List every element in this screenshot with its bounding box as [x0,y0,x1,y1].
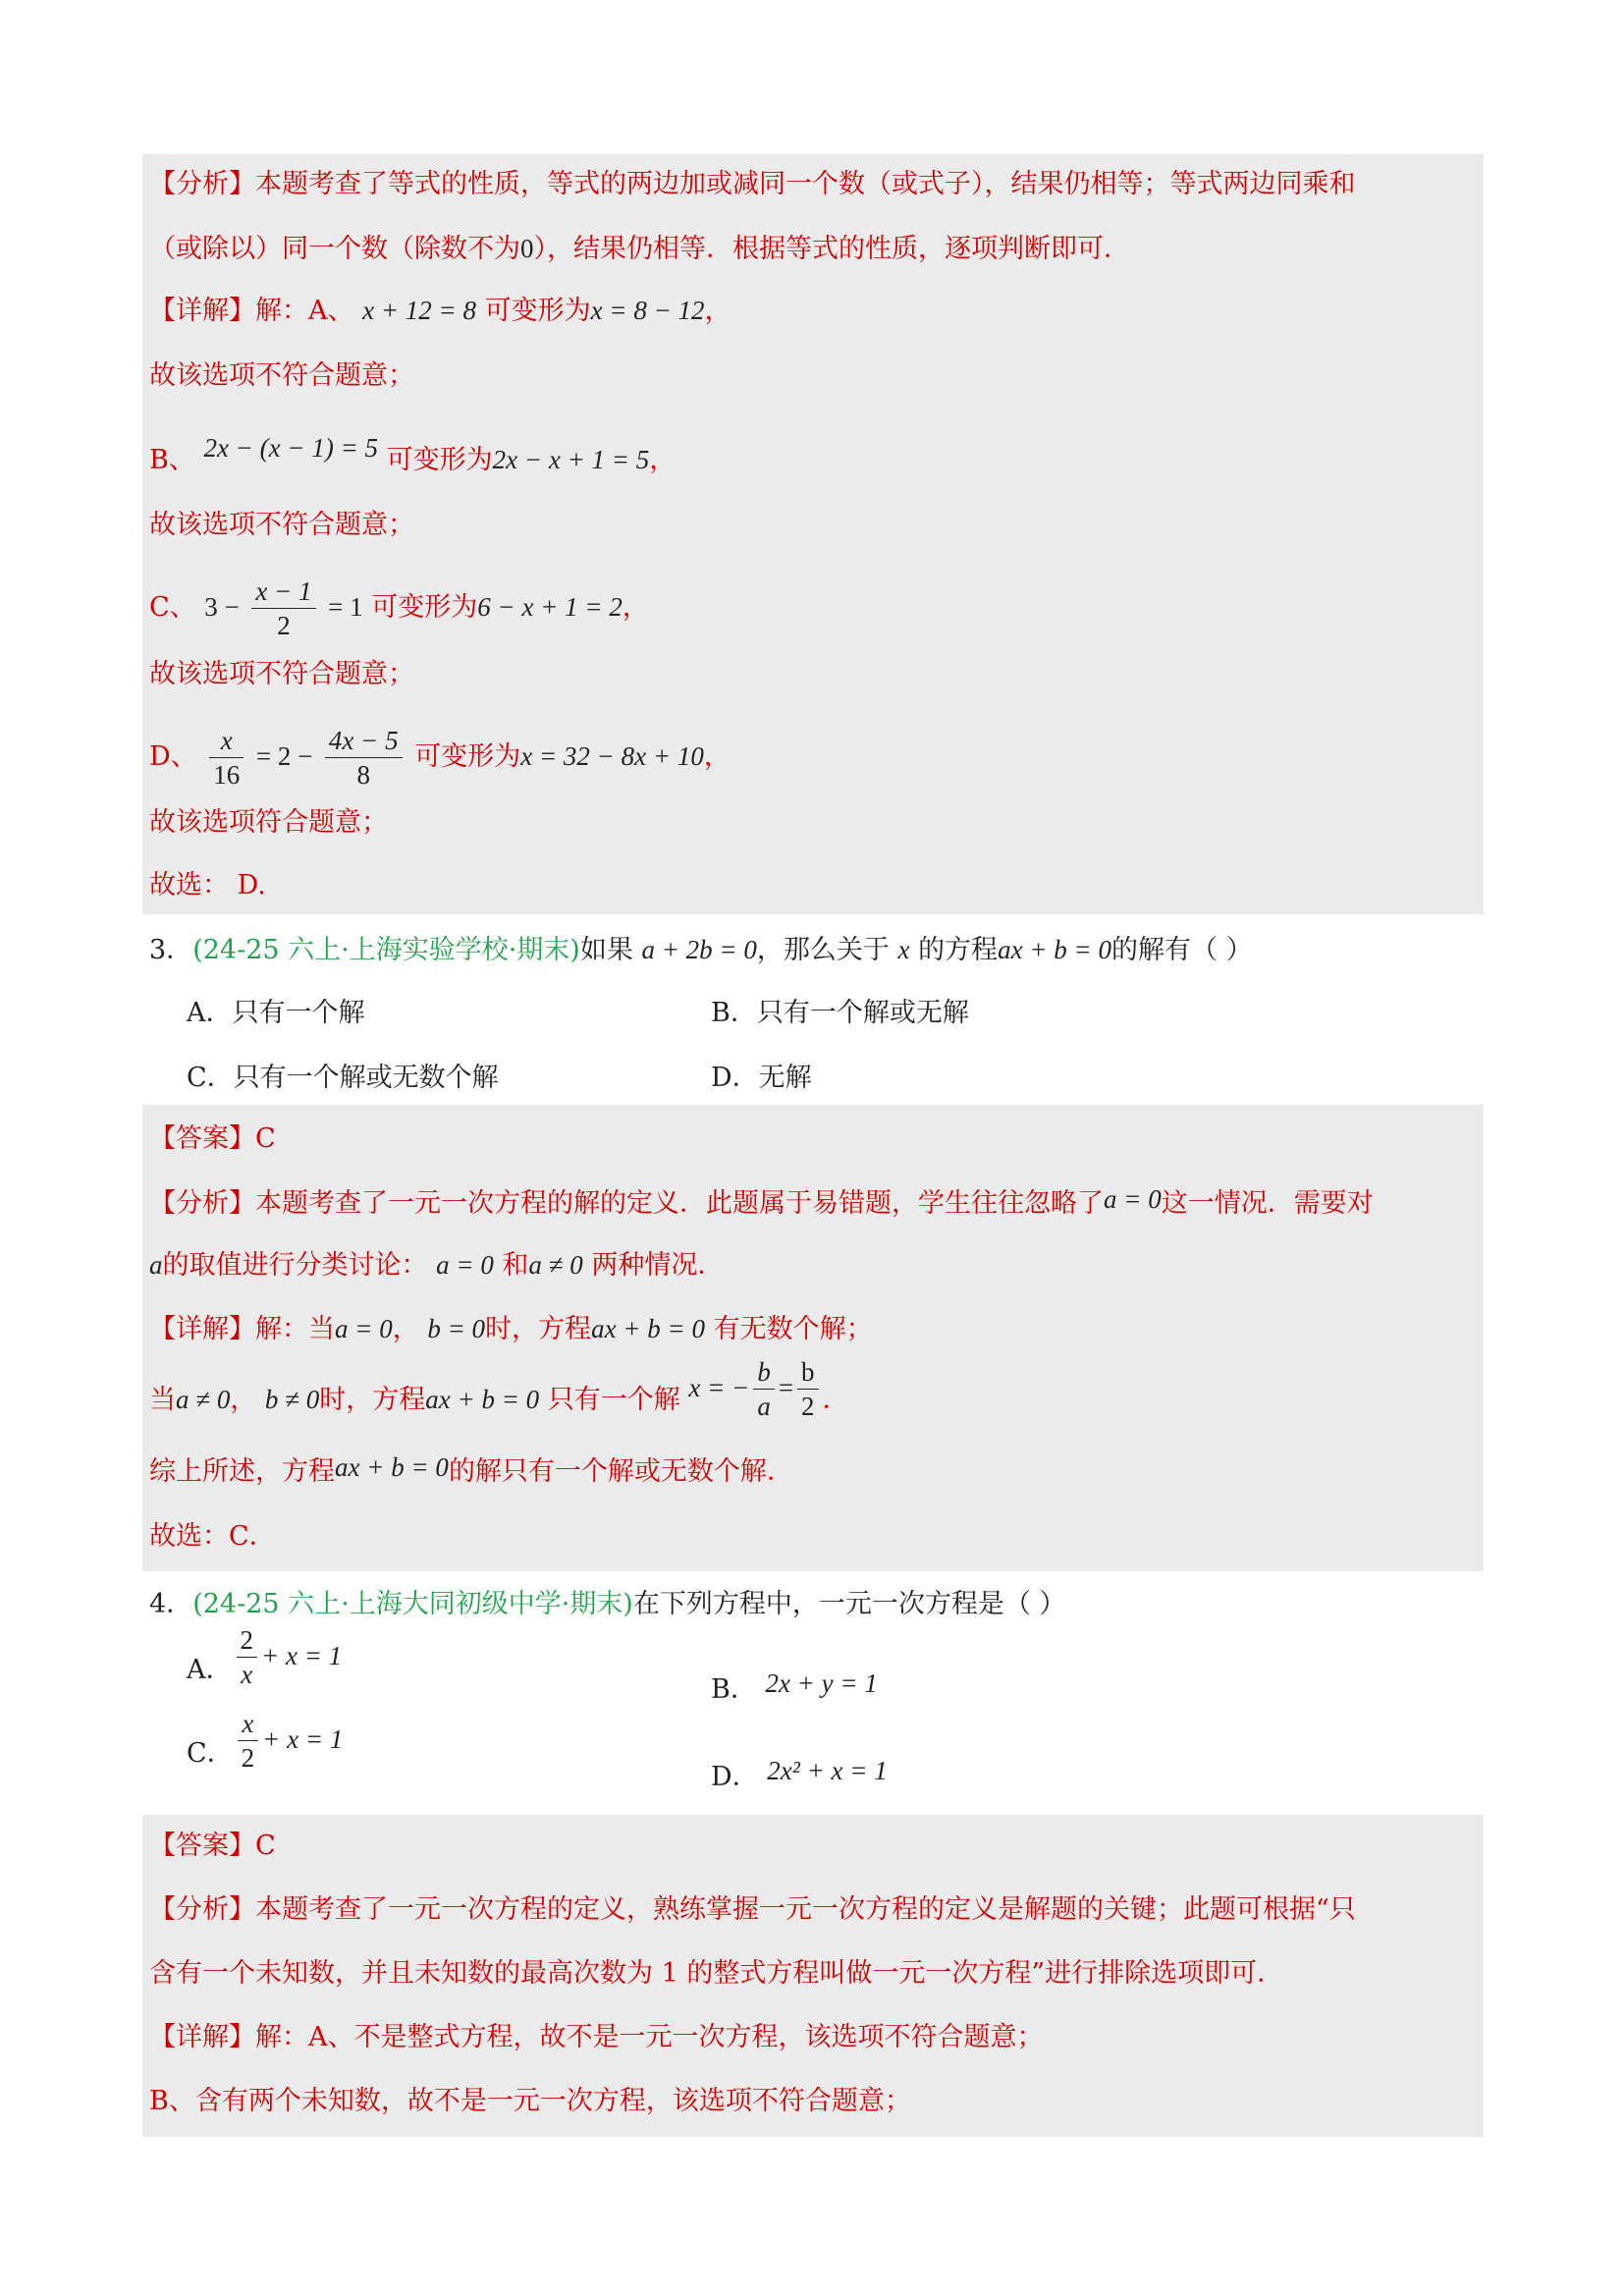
q2-detail-c: C、 3 − $\frac{x - 1}{2}$ = 1 可变形为6 − x + 1 = 2， [149,576,649,640]
q2-detail-b: B、 2x − (x − 1) = 5 可变形为2x − x + 1 = 5， [149,433,676,475]
q2-match-d: 故该选项符合题意； [149,807,388,838]
q3-answer: 【答案】C [149,1123,276,1154]
q2-not-match-b: 故该选项不符合题意； [149,510,414,540]
q4-detail-1: 【详解】解：A、不是整式方程，故不是一元一次方程，该选项不符合题意； [149,2022,1044,2052]
q4-source: (24-25 六上·上海大同初级中学·期末) [192,1589,633,1619]
q4-analysis-line1: 【分析】本题考查了一元一次方程的定义，熟练掌握一元一次方程的定义是解题的关键；此题可根据“只 [149,1894,1356,1925]
q3-stem: 3．(24-25 六上·上海实验学校·期末)如果 a + 2b = 0，那么关于 x 的方程ax + b = 0的解有（ ） [149,935,1253,965]
q2-not-match-a: 故该选项不符合题意； [149,360,414,391]
q3-fraction-b-over-a: $\frac{b}{a}$ [753,1355,775,1423]
q3-analysis-line1: 【分析】本题考查了一元一次方程的解的定义．此题属于易错题，学生往往忽略了a = 0这一情况．需要对 [149,1184,1374,1219]
q3-choice: 故选：C． [149,1521,276,1552]
q3-option-b[interactable]: B．只有一个解或无解 [711,998,969,1028]
q4-option-b[interactable]: B． 2x + y = 1 [711,1668,878,1705]
q4-c-fraction: $\frac{x}{2}$ [238,1707,259,1775]
q2-d-fraction2: $\frac{4x - 5}{8}$ [325,724,403,792]
q4-detail-2: B、含有两个未知数，故不是一元一次方程，该选项不符合题意； [149,2086,911,2116]
q2-choice: 故选： D. [149,870,266,901]
q2-analysis-line2: （或除以）同一个数（除数不为0），结果仍相等．根据等式的性质，逐项判断即可． [149,234,1130,264]
q2-analysis-line1: 【分析】本题考查了等式的性质，等式的两边加或减同一个数（或式子），结果仍相等；等式两边同乘和 [149,169,1356,199]
q4-answer: 【答案】C [149,1831,276,1861]
q4-option-a[interactable]: A． $\frac{2}{x}$ + x = 1 [187,1625,343,1689]
q2-detail-d: D、 $\frac{x}{16}$ = 2 − $\frac{4x - 5}{8}$ 可变形为x = 32 − 8x + 10， [149,726,730,790]
q3-analysis-line2: a的取值进行分类讨论： a = 0 和a ≠ 0 两种情况． [149,1250,725,1281]
q4-option-c[interactable]: C． $\frac{x}{2}$ + x = 1 [187,1709,344,1773]
q2-d-fraction1: $\frac{x}{16}$ [209,724,243,792]
q3-option-a[interactable]: A．只有一个解 [187,998,365,1028]
q4-analysis-line2: 含有一个未知数，并且未知数的最高次数为 1 的整式方程叫做一元一次方程”进行排除选项即可． [149,1958,1284,1989]
q3-detail-3: 综上所述，方程ax + b = 0的解只有一个解或无数个解． [149,1452,793,1487]
q2-c-fraction: $\frac{x - 1}{2}$ [251,574,315,642]
q4-stem: 4．(24-25 六上·上海大同初级中学·期末)在下列方程中，一元一次方程是（ ） [149,1589,1066,1619]
q3-detail-1: 【详解】解：当a = 0， b = 0时，方程ax + b = 0 有无数个解； [149,1314,873,1344]
q2-detail-a: 【详解】解：A、 x + 12 = 8 可变形为x = 8 − 12， [149,296,731,326]
q4-a-fraction: $\frac{2}{x}$ [237,1623,258,1691]
q4-option-d[interactable]: D． 2x² + x = 1 [711,1756,888,1792]
q3-fraction-half: $\frac{b}{2}$ [797,1355,819,1423]
q2-not-match-c: 故该选项不符合题意； [149,659,414,689]
q3-option-c[interactable]: C．只有一个解或无数个解 [187,1063,499,1093]
q3-option-d[interactable]: D．无解 [711,1063,812,1093]
q3-detail-2: 当a ≠ 0， b ≠ 0时，方程ax + b = 0 只有一个解 x = − $\frac{b}{a}$ = $\frac{b}{2}$ ． [149,1357,849,1421]
q3-source: (24-25 六上·上海实验学校·期末) [192,935,580,965]
